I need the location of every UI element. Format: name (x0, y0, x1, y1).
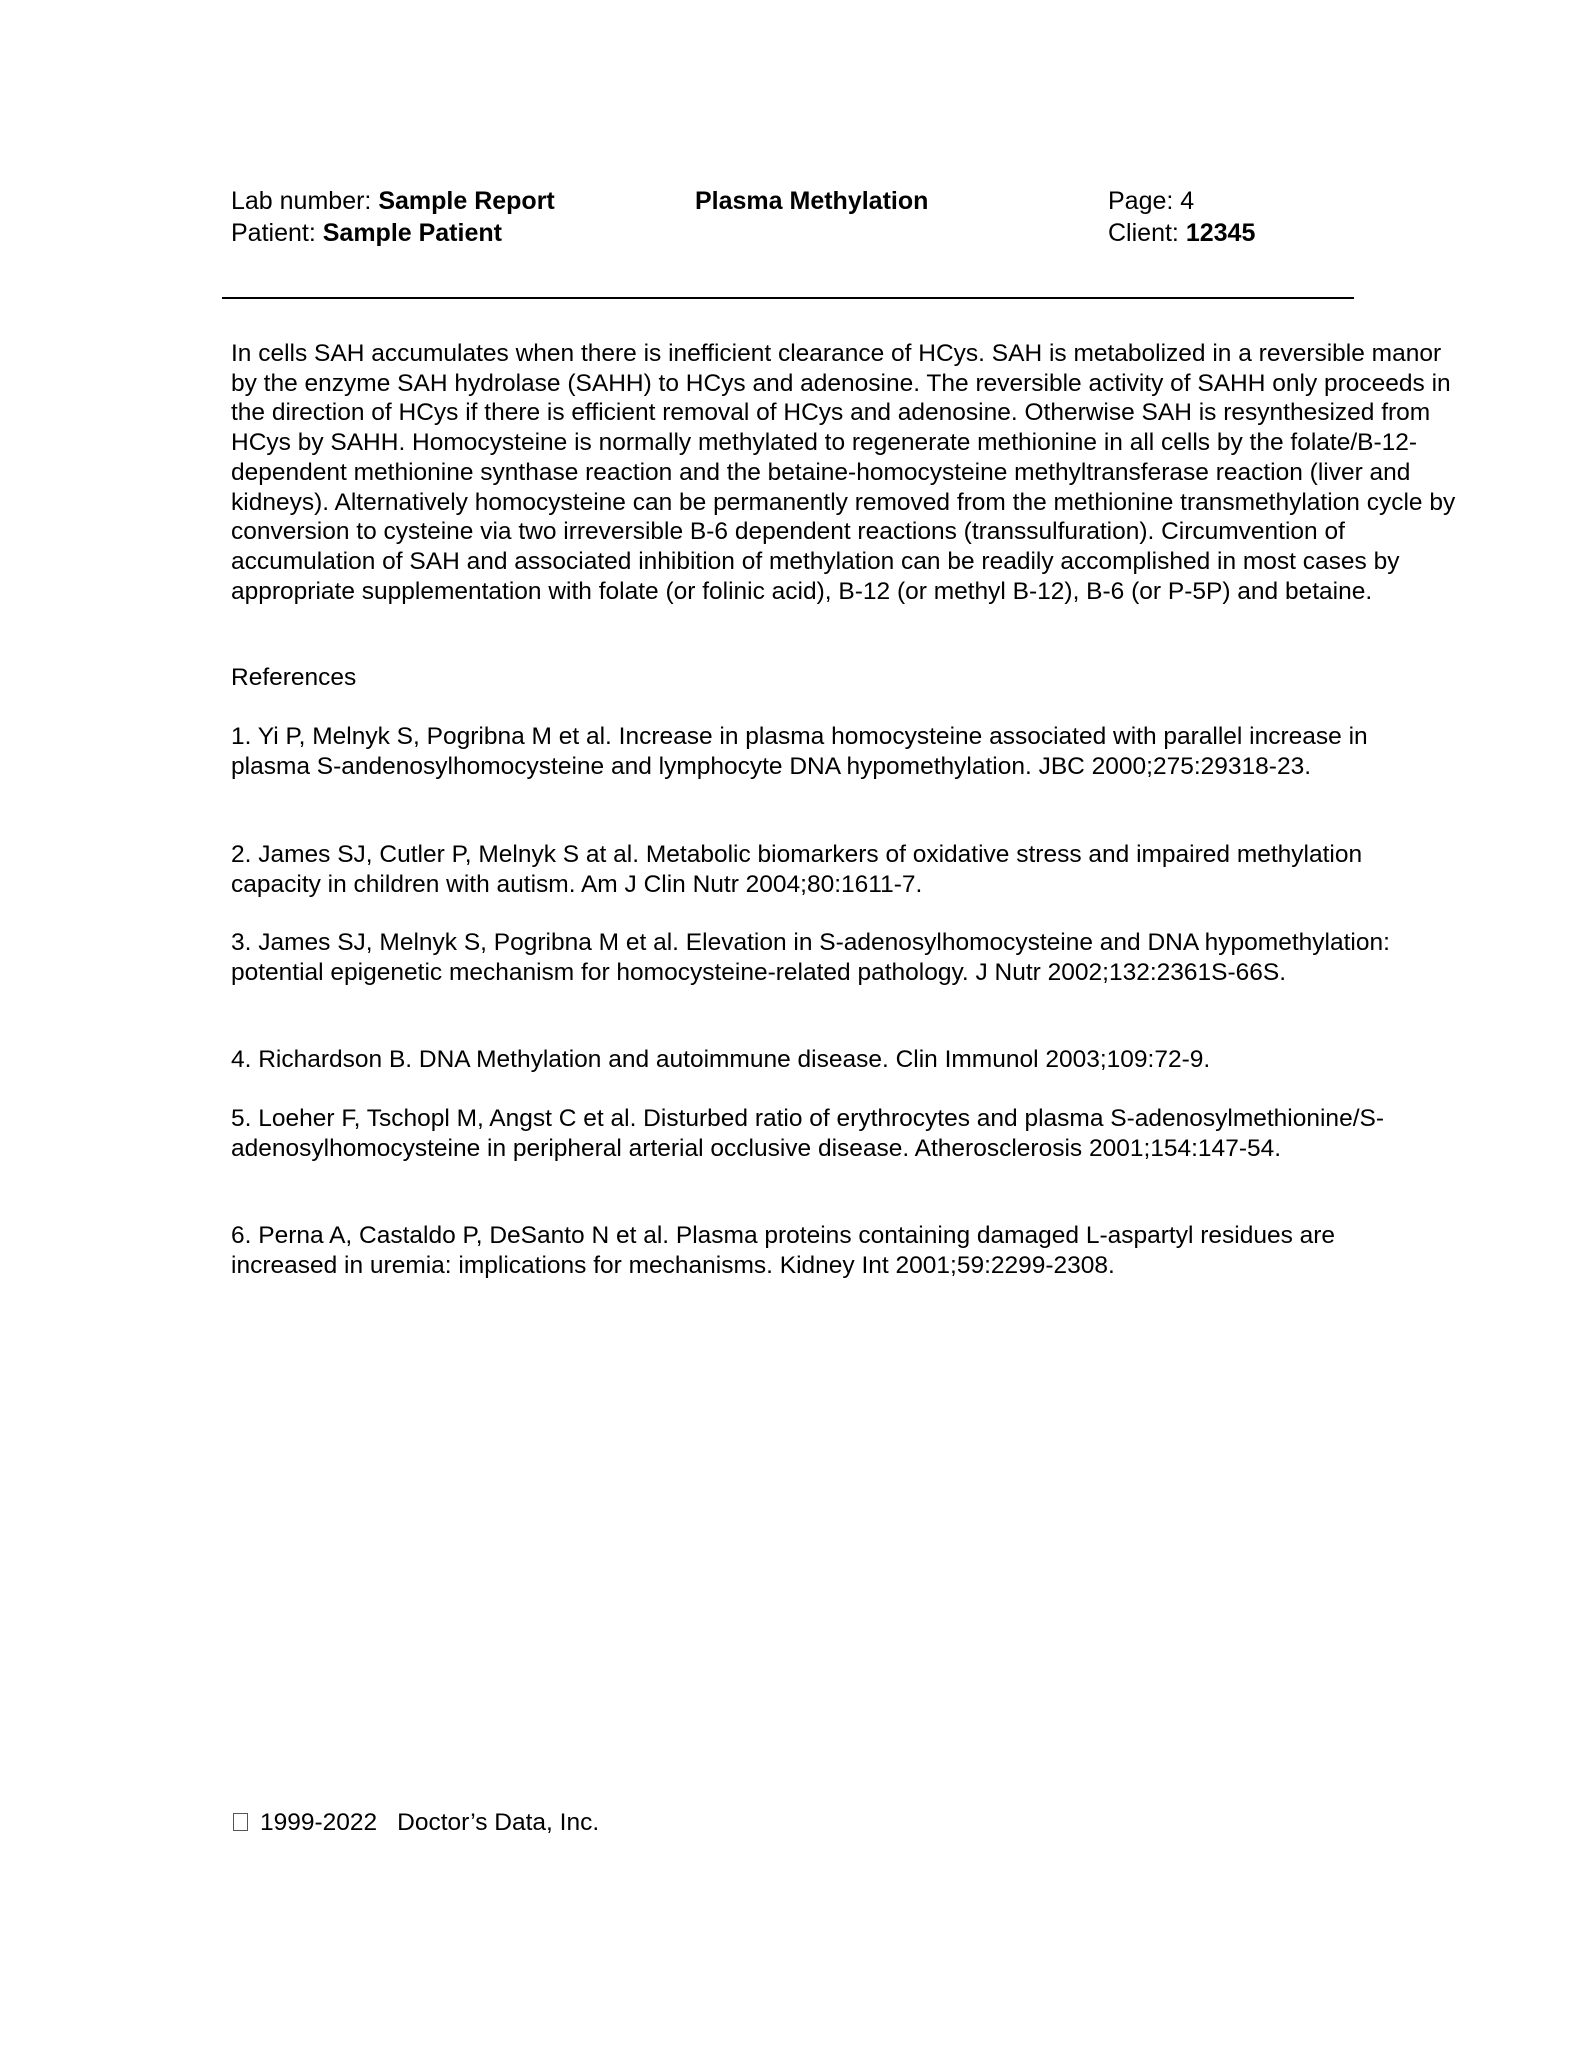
reference-item: 1. Yi P, Melnyk S, Pogribna M et al. Increase in plasma homocysteine associated with parallel increase in plasma S-andenosylhomocysteine and lymphocyte DNA hypomethylation. JBC 2000;275:29318-23. (231, 723, 1368, 780)
client-label: Client: (1108, 219, 1179, 247)
reference-item: 5. Loeher F, Tschopl M, Angst C et al. Disturbed ratio of erythrocytes and plasma S-adenosylmethionine/S-adenosylhomocysteine in peripheral arterial occlusive disease. Atherosclerosis 2001;154:147-54. (231, 1105, 1384, 1162)
patient (231, 217, 502, 249)
report-title (695, 185, 928, 217)
reference-item: 2. James SJ, Cutler P, Melnyk S at al. Metabolic biomarkers of oxidative stress and impaired methylation capacity in children with autism. Am J Clin Nutr 2004;80:1611-7. (231, 841, 1363, 898)
lab-number-value: Sample Report (378, 187, 555, 215)
body-paragraph: In cells SAH accumulates when there is inefficient clearance of HCys. SAH is metabolized in a reversible manor by the enzyme SAH hydrolase (SAHH) to HCys and adenosine. The reversible activity of SAHH only proceeds in the direction of HCys if there is efficient removal of HCys and adenosine. Otherwise SAH is resynthesized from HCys by SAHH. Homocysteine is normally methylated to regenerate methionine in all cells by the folate/B-12-dependent methionine synthase reaction and the betaine-homocysteine methyltransferase reaction (liver and kidneys). Alternatively homocysteine can be permanently removed from the methionine transmethylation cycle by conversion to cysteine via two irreversible B-6 dependent reactions (transsulfuration). Circumvention of accumulation of SAH and associated inhibition of methylation can be readily accomplished in most cases by appropriate supplementation with folate (or folinic acid), B-12 (or methyl B-12), B-6 (or P-5P) and betaine. (231, 340, 1456, 605)
copyright-symbol-icon (233, 1813, 248, 1831)
client (1108, 217, 1255, 249)
reference-item: 4. Richardson B. DNA Methylation and autoimmune disease. Clin Immunol 2003;109:72-9. (231, 1046, 1211, 1073)
company-name: Doctor’s Data, Inc. (397, 1809, 600, 1836)
lab-number (231, 185, 555, 217)
report-title-text: Plasma Methylation (695, 187, 929, 215)
page-value: 4 (1180, 187, 1195, 215)
page-number (1108, 185, 1194, 217)
page-label: Page: (1108, 187, 1174, 215)
header-divider (222, 297, 1354, 299)
reference-item: 3. James SJ, Melnyk S, Pogribna M et al. Elevation in S-adenosylhomocysteine and DNA hypomethylation: potential epigenetic mechanism for homocysteine-related pathology. J Nutr 2002;132:2361S-66S. (231, 929, 1390, 986)
patient-label: Patient: (231, 219, 316, 247)
copyright-footer (233, 1807, 599, 1839)
reference-item: 6. Perna A, Castaldo P, DeSanto N et al. Plasma proteins containing damaged L-aspartyl residues are increased in uremia: implications for mechanisms. Kidney Int 2001;59:2299-2308. (231, 1222, 1336, 1279)
lab-number-label: Lab number: (231, 187, 372, 215)
client-value: 12345 (1185, 219, 1256, 247)
copyright-years: 1999-2022 (260, 1809, 378, 1836)
patient-value: Sample Patient (322, 219, 502, 247)
references-heading: References (231, 664, 357, 691)
